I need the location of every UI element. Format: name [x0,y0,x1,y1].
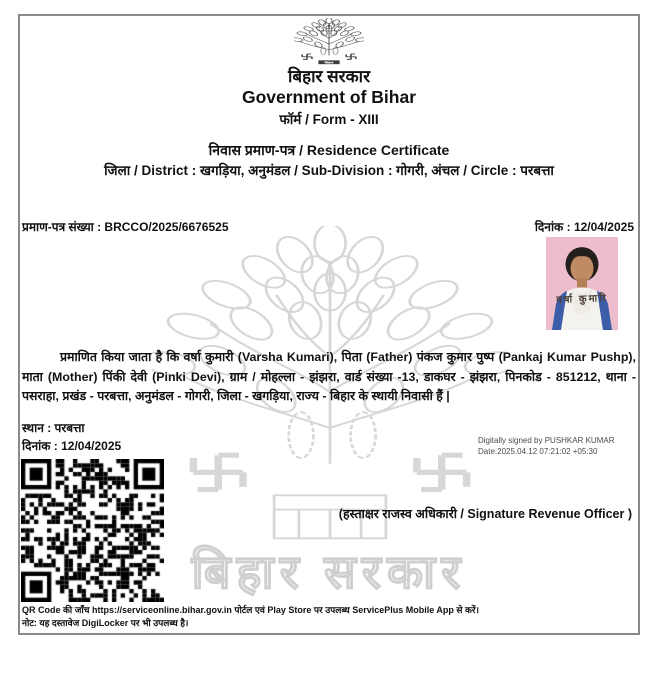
digital-signature-block [478,436,615,457]
footer-digilocker-note: नोट: यह दस्तावेज DigiLocker पर भी उपलब्ध है। [22,618,189,628]
jurisdiction-line: जिला / District : खगड़िया, अनुमंडल / Sub-Division : गोगरी, अंचल / Circle : परबत्ता [104,163,554,178]
org-name-english: Government of Bihar [241,87,417,107]
form-number-line: फॉर्म / Form - XIII [279,112,379,127]
svg-text:बिहार: बिहार [324,61,334,64]
footer-qr-note: QR Code की जाँच https://serviceonline.bihar.gov.in पोर्टल एवं Play Store पर उपलब्ध ServicePlus Mobile App से करें। [22,605,479,615]
footer-notes [22,604,634,630]
org-name-hindi: बिहार सरकार [287,67,371,86]
applicant-photo [546,237,618,330]
watermark-text: बिहार सरकार [191,545,467,598]
certificate-number: प्रमाण-पत्र संख्या : BRCCO/2025/6676525 [22,220,229,234]
issue-date-bottom: दिनांक : 12/04/2025 [22,439,122,453]
photo-handwritten-name: वर्षा कुमारि [556,293,609,306]
certificate-title: निवास प्रमाण-पत्र / Residence Certificate [208,142,450,158]
certificate-body-text: प्रमाणित किया जाता है कि वर्षा कुमारी (Varsha Kumari), पिता (Father) पंकज कुमार पुष्प (Pankaj Kumar Pushp), माता (Mother) पिंकी देवी (Pinki Devi), ग्राम / मोहल्ला - झंझरा, वार्ड संख्या -13, डाकघर - झंझरा, पिनकोड - 851212, थाना - पसराहा, प्रखंड - परबत्ता, अनुमंडल - गोगरी, जिला - खगड़िया, राज्य - बिहार के स्थायी निवासी हैं | [22,350,636,403]
issue-place: स्थान : परबत्ता [22,421,85,435]
applicant-photo-illustration [546,237,618,330]
signature-officer-line: (हस्ताक्षर राजस्व अधिकारी / Signature Revenue Officer ) [338,507,632,521]
digital-signature-line2: Date:2025.04.12 07:21:02 +05:30 [478,446,598,456]
bihar-emblem-tree-icon [294,18,364,68]
digital-signature-line1: Digitally signed by PUSHKAR KUMAR [478,436,615,445]
issue-date: दिनांक : 12/04/2025 [534,220,634,234]
qr-code [21,459,164,602]
